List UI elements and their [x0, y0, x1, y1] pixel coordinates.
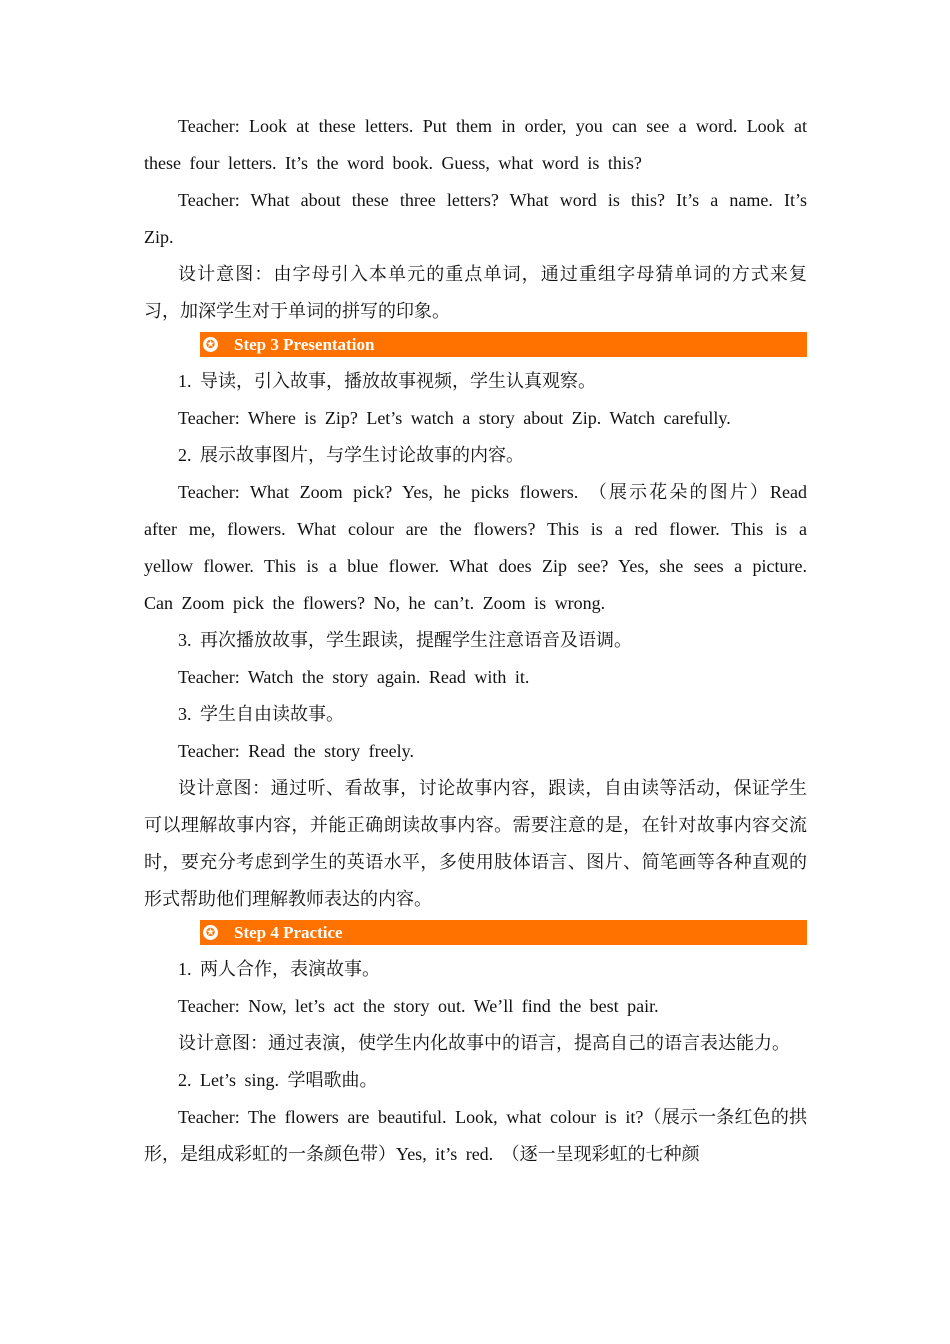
step4-teacher-rainbow: Teacher: The flowers are beautiful. Look, what colour is it?（展示一条红色的拱形，是组成彩虹的一条颜色带）Yes, it’s red. （逐一呈现彩虹的七种颜: [144, 1107, 807, 1164]
step3-design-intent: 设计意图：通过听、看故事，讨论故事内容，跟读，自由读等活动，保证学生可以理解故事内容，并能正确朗读故事内容。需要注意的是，在针对故事内容交流时，要充分考虑到学生的英语水平，多使用肢体语言、图片、简笔画等各种直观的形式帮助他们理解教师表达的内容。: [144, 778, 807, 909]
step3-teacher-again: Teacher: Watch the story again. Read with it.: [178, 667, 530, 687]
step3-teacher-watch: Teacher: Where is Zip? Let’s watch a story about Zip. Watch carefully.: [178, 408, 731, 428]
star-circle-icon: ✪: [203, 337, 218, 352]
step3-item-2: 2. 展示故事图片，与学生讨论故事的内容。: [178, 445, 524, 465]
star-circle-icon: ✪: [203, 925, 218, 940]
step-3-title: Step 3 Presentation: [234, 335, 375, 354]
step4-teacher-act: Teacher: Now, let’s act the story out. We’ll find the best pair.: [178, 996, 659, 1016]
step3-item-3b: 3. 学生自由读故事。: [178, 704, 344, 724]
paragraph-teacher-letters: Teacher: Look at these letters. Put them in order, you can see a word. Look at these four letters. It’s the word book. Guess, what word is this?: [144, 116, 807, 173]
step-4-header: [200, 920, 807, 945]
step3-item-3: 3. 再次播放故事，学生跟读，提醒学生注意语音及语调。: [178, 630, 632, 650]
step-3-header: [200, 332, 807, 357]
document-page: [144, 108, 807, 1173]
step3-teacher-freely: Teacher: Read the story freely.: [178, 741, 414, 761]
step4-item-2: 2. Let’s sing. 学唱歌曲。: [178, 1070, 378, 1090]
step4-design-intent: 设计意图：通过表演，使学生内化故事中的语言，提高自己的语言表达能力。: [178, 1033, 790, 1053]
step-4-title: Step 4 Practice: [234, 923, 343, 942]
paragraph-teacher-three-letters: Teacher: What about these three letters? What word is this? It’s a name. It’s Zip.: [144, 190, 807, 247]
paragraph-design-intent-1: 设计意图：由字母引入本单元的重点单词，通过重组字母猜单词的方式来复习，加深学生对于单词的拼写的印象。: [144, 264, 807, 321]
step4-item-1: 1. 两人合作，表演故事。: [178, 959, 380, 979]
step3-item-1: 1. 导读，引入故事，播放故事视频，学生认真观察。: [178, 371, 596, 391]
step3-teacher-flowers: Teacher: What Zoom pick? Yes, he picks flowers. （展示花朵的图片）Read after me, flowers. What colour are the flowers? This is a red flower. This is a yellow flower. This is a blue flower. What does Zip see? Yes, she sees a picture. Can Zoom pick the flowers? No, he can’t. Zoom is wrong.: [144, 482, 807, 613]
